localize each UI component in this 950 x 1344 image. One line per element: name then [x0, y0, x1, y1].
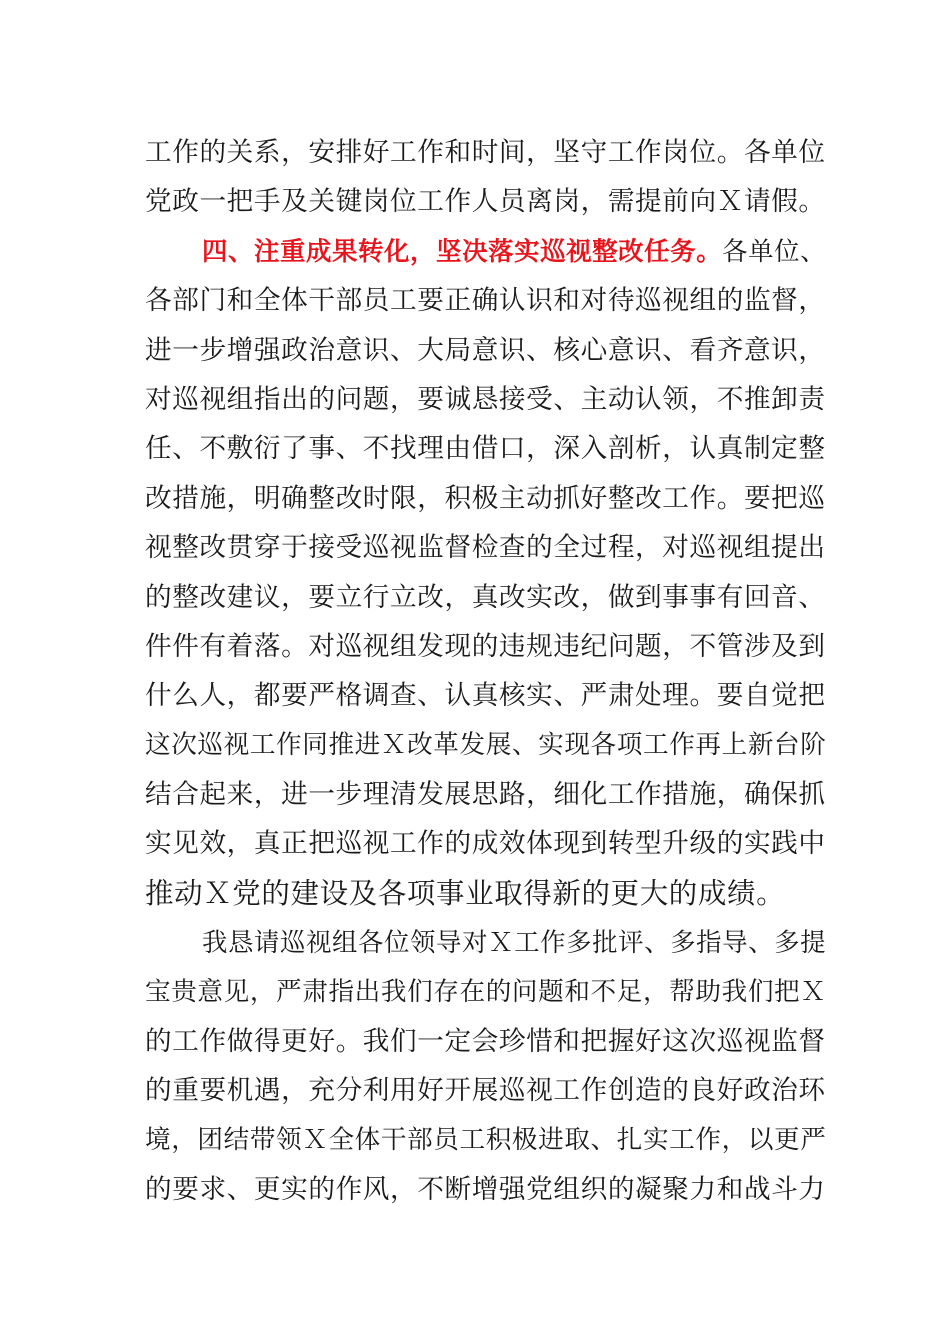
text-line: 的要求、更实的作风，不断增强党组织的凝聚力和战斗力	[145, 1174, 826, 1206]
text-line: 各部门和全体干部员工要正确认识和对待巡视组的监督，	[145, 285, 826, 317]
text-line: 推动Ｘ党的建设及各项事业取得新的更大的成绩。	[145, 876, 786, 910]
text-line: 宝贵意见，严肃指出我们存在的问题和不足，帮助我们把Ｘ	[145, 976, 827, 1007]
text-run: 各单位、	[722, 235, 827, 266]
text-line: 任、不敷衍了事、不找理由借口，深入剖析，认真制定整	[145, 433, 826, 465]
text-line: 结合起来，进一步理清发展思路，细化工作措施，确保抓	[145, 779, 826, 811]
text-line: 的重要机遇，充分利用好开展巡视工作创造的良好政治环	[145, 1075, 826, 1107]
section-heading-line	[145, 227, 825, 276]
text-line: 对巡视组指出的问题，要诚恳接受、主动认领，不推卸责	[145, 383, 826, 415]
text-line: 的工作做得更好。我们一定会珍惜和把握好这次巡视监督	[145, 1026, 826, 1058]
text-line: 党政一把手及关键岗位工作人员离岗，需提前向Ｘ请假。	[145, 186, 826, 218]
document-body	[145, 128, 825, 1215]
text-line: 件件有着落。对巡视组发现的违规违纪问题，不管涉及到	[145, 630, 826, 662]
text-line: 视整改贯穿于接受巡视监督检查的全过程，对巡视组提出	[145, 532, 826, 564]
text-line: 什么人，都要严格调查、认真核实、严肃处理。要自觉把	[145, 680, 826, 712]
paragraph-start-line: 我恳请巡视组各位领导对Ｘ工作多批评、多指导、多提	[202, 927, 827, 958]
text-line: 的整改建议，要立行立改，真改实改，做到事事有回音、	[145, 581, 826, 613]
text-line: 这次巡视工作同推进Ｘ改革发展、实现各项工作再上新台阶	[145, 729, 827, 760]
text-line: 境，团结带领Ｘ全体干部员工积极进取、扎实工作，以更严	[145, 1124, 827, 1155]
text-line: 工作的关系，安排好工作和时间，坚守工作岗位。各单位	[145, 137, 826, 168]
section-heading: 四、注重成果转化，坚决落实巡视整改任务。	[202, 235, 723, 266]
text-line: 进一步增强政治意识、大局意识、核心意识、看齐意识，	[145, 334, 826, 366]
text-line: 改措施，明确整改时限，积极主动抓好整改工作。要把巡	[145, 482, 826, 514]
text-line: 实见效，真正把巡视工作的成效体现到转型升级的实践中	[145, 828, 826, 860]
